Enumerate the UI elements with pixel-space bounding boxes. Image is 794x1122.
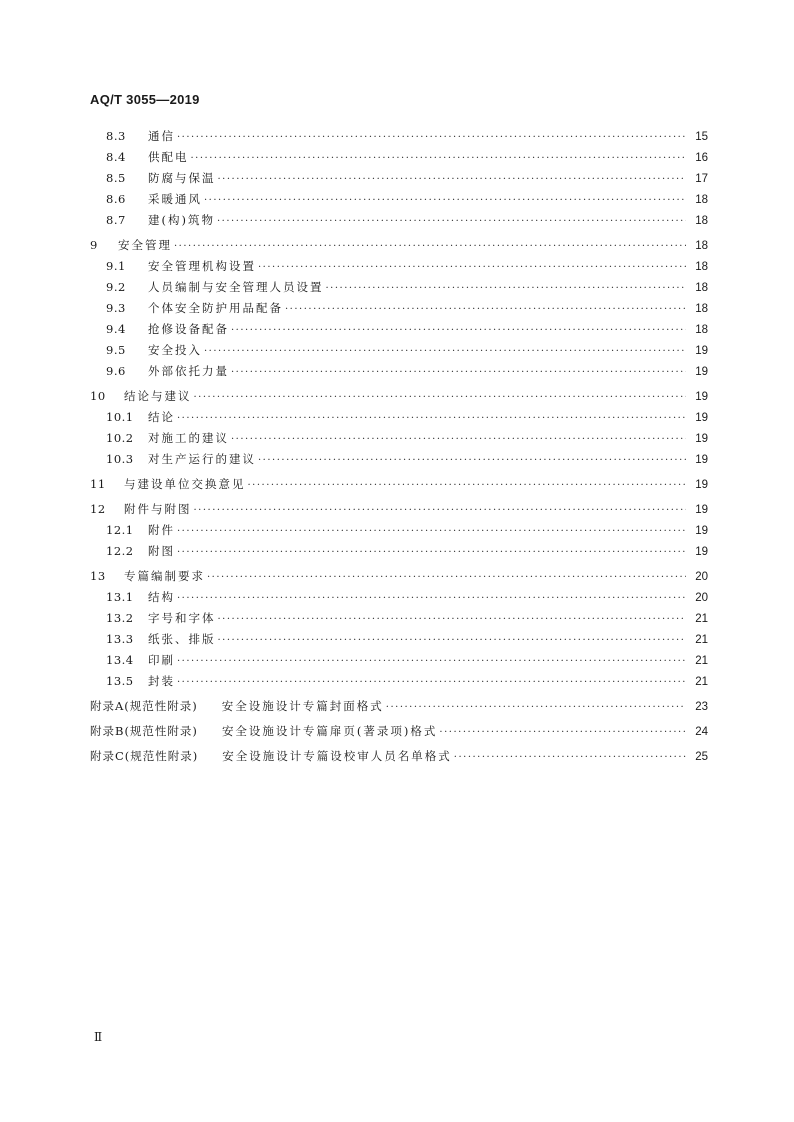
- toc-entry[interactable]: [90, 279, 708, 300]
- dot-leader: [439, 727, 686, 738]
- dot-leader: [326, 283, 687, 294]
- toc-entry[interactable]: [90, 170, 708, 191]
- toc-entry-number: 8.5: [106, 171, 126, 185]
- table-of-contents: [90, 128, 708, 769]
- toc-entry-number: 10.2: [106, 431, 134, 445]
- toc-entry-title: 结构: [148, 590, 175, 604]
- toc-entry-number: 8.6: [106, 192, 126, 206]
- toc-entry-number: 9.5: [106, 343, 126, 357]
- toc-entry[interactable]: [90, 610, 708, 631]
- toc-entry-title: 结论与建议: [124, 389, 192, 403]
- toc-entry-title: 防腐与保温: [148, 171, 216, 185]
- toc-entry-page: 19: [695, 345, 708, 357]
- toc-entry-number: 8.4: [106, 150, 126, 164]
- toc-entry-title: 纸张、排版: [148, 632, 216, 646]
- toc-entry-page: 24: [695, 726, 708, 738]
- dot-leader: [177, 132, 686, 143]
- toc-entry-title: 专篇编制要求: [124, 569, 205, 583]
- toc-entry-page: 15: [695, 131, 708, 143]
- toc-entry-title: 附件: [148, 523, 175, 537]
- dot-leader: [191, 153, 687, 164]
- dot-leader: [231, 325, 686, 336]
- dot-leader: [258, 262, 686, 273]
- toc-entry[interactable]: [90, 388, 708, 409]
- toc-entry[interactable]: [90, 631, 708, 652]
- dot-leader: [177, 593, 686, 604]
- toc-entry[interactable]: [90, 191, 708, 212]
- toc-entry[interactable]: [90, 237, 708, 258]
- toc-entry[interactable]: [90, 451, 708, 472]
- toc-entry-title: 外部依托力量: [148, 364, 229, 378]
- toc-entry-title: 安全管理机构设置: [148, 259, 256, 273]
- toc-entry-title: 安全投入: [148, 343, 202, 357]
- toc-entry[interactable]: [90, 522, 708, 543]
- toc-entry-title: 采暖通风: [148, 192, 202, 206]
- toc-entry[interactable]: [90, 342, 708, 363]
- toc-entry-page: 21: [695, 676, 708, 688]
- toc-entry-title: 人员编制与安全管理人员设置: [148, 280, 324, 294]
- toc-entry-number: 13.4: [106, 653, 134, 667]
- dot-leader: [177, 656, 686, 667]
- dot-leader: [248, 480, 687, 491]
- toc-entry-number: 附录C(规范性附录): [90, 749, 199, 763]
- toc-entry[interactable]: [90, 476, 708, 497]
- toc-entry-number: 13: [90, 569, 106, 583]
- toc-entry-page: 17: [695, 173, 708, 185]
- dot-leader: [454, 752, 686, 763]
- toc-entry-number: 附录A(规范性附录): [90, 699, 198, 713]
- dot-leader: [194, 392, 687, 403]
- dot-leader: [204, 346, 686, 357]
- dot-leader: [218, 635, 687, 646]
- dot-leader: [386, 702, 686, 713]
- toc-entry-title: 附图: [148, 544, 175, 558]
- toc-entry-number: 8.7: [106, 213, 126, 227]
- toc-entry-page: 25: [695, 751, 708, 763]
- toc-entry-page: 19: [695, 366, 708, 378]
- toc-entry[interactable]: [90, 258, 708, 279]
- page-folio: Ⅱ: [94, 1030, 103, 1044]
- toc-entry[interactable]: [90, 501, 708, 522]
- toc-entry-number: 13.2: [106, 611, 134, 625]
- toc-entry-title: 封装: [148, 674, 175, 688]
- toc-entry-page: 18: [695, 282, 708, 294]
- toc-entry-title: 安全设施设计专篇扉页(著录项)格式: [221, 724, 438, 738]
- toc-entry-title: 对施工的建议: [148, 431, 229, 445]
- toc-entry-page: 20: [695, 592, 708, 604]
- toc-entry[interactable]: [90, 568, 708, 589]
- toc-entry-title: 个体安全防护用品配备: [148, 301, 283, 315]
- toc-entry[interactable]: [90, 128, 708, 149]
- toc-entry-title: 通信: [148, 129, 175, 143]
- toc-entry-page: 19: [695, 479, 708, 491]
- toc-entry[interactable]: [90, 430, 708, 451]
- dot-leader: [177, 526, 686, 537]
- toc-entry[interactable]: [90, 321, 708, 342]
- toc-entry-page: 19: [695, 412, 708, 424]
- toc-entry[interactable]: [90, 723, 708, 744]
- dot-leader: [177, 677, 686, 688]
- dot-leader: [194, 505, 687, 516]
- toc-entry-title: 结论: [148, 410, 175, 424]
- toc-entry[interactable]: [90, 543, 708, 564]
- toc-entry-number: 13.3: [106, 632, 134, 646]
- toc-entry-number: 附录B(规范性附录): [90, 724, 198, 738]
- toc-entry-number: 9.1: [106, 259, 126, 273]
- toc-entry[interactable]: [90, 698, 708, 719]
- toc-entry-page: 19: [695, 525, 708, 537]
- dot-leader: [231, 434, 686, 445]
- standard-code: AQ/T 3055—2019: [90, 92, 200, 107]
- toc-entry[interactable]: [90, 212, 708, 233]
- dot-leader: [177, 547, 686, 558]
- toc-entry[interactable]: [90, 409, 708, 430]
- dot-leader: [174, 241, 686, 252]
- toc-entry[interactable]: [90, 673, 708, 694]
- dot-leader: [258, 455, 686, 466]
- toc-entry-number: 12: [90, 502, 106, 516]
- toc-entry-number: 10.3: [106, 452, 134, 466]
- toc-entry-page: 16: [695, 152, 708, 164]
- toc-entry-title: 供配电: [148, 150, 189, 164]
- toc-entry-number: 9.4: [106, 322, 126, 336]
- toc-entry[interactable]: [90, 363, 708, 384]
- dot-leader: [285, 304, 686, 315]
- toc-entry-page: 18: [695, 240, 708, 252]
- toc-entry-number: 8.3: [106, 129, 126, 143]
- toc-entry[interactable]: [90, 300, 708, 321]
- toc-entry-page: 18: [695, 324, 708, 336]
- toc-entry-page: 20: [695, 571, 708, 583]
- toc-entry-page: 18: [695, 194, 708, 206]
- toc-entry-number: 12.1: [106, 523, 134, 537]
- toc-entry-page: 19: [695, 454, 708, 466]
- toc-entry-number: 9.2: [106, 280, 126, 294]
- toc-entry-page: 19: [695, 546, 708, 558]
- dot-leader: [231, 367, 686, 378]
- toc-entry-title: 印刷: [148, 653, 175, 667]
- toc-entry-title: 对生产运行的建议: [148, 452, 256, 466]
- toc-entry-number: 9: [90, 238, 98, 252]
- dot-leader: [207, 572, 686, 583]
- toc-entry-title: 字号和字体: [148, 611, 216, 625]
- toc-entry-title: 安全设施设计专篇封面格式: [221, 699, 384, 713]
- toc-entry-title: 安全管理: [118, 238, 172, 252]
- toc-entry-page: 21: [695, 655, 708, 667]
- toc-entry-page: 19: [695, 504, 708, 516]
- toc-entry-title: 建(构)筑物: [148, 213, 215, 227]
- toc-entry-number: 10.1: [106, 410, 134, 424]
- toc-entry-number: 10: [90, 389, 106, 403]
- toc-entry[interactable]: [90, 748, 708, 769]
- toc-entry-page: 18: [695, 303, 708, 315]
- toc-entry-title: 附件与附图: [124, 502, 192, 516]
- dot-leader: [218, 614, 687, 625]
- toc-entry-number: 13.1: [106, 590, 134, 604]
- toc-entry-number: 12.2: [106, 544, 134, 558]
- toc-entry-title: 与建设单位交换意见: [124, 477, 246, 491]
- toc-entry-number: 13.5: [106, 674, 134, 688]
- toc-entry-page: 21: [695, 634, 708, 646]
- toc-entry[interactable]: [90, 589, 708, 610]
- toc-entry-page: 19: [695, 433, 708, 445]
- toc-entry-number: 9.3: [106, 301, 126, 315]
- dot-leader: [217, 216, 686, 227]
- toc-entry-page: 18: [695, 261, 708, 273]
- toc-entry-page: 18: [695, 215, 708, 227]
- toc-entry[interactable]: [90, 652, 708, 673]
- toc-entry-page: 21: [695, 613, 708, 625]
- toc-entry-page: 19: [695, 391, 708, 403]
- toc-entry-number: 9.6: [106, 364, 126, 378]
- toc-entry-title: 抢修设备配备: [148, 322, 229, 336]
- toc-entry-title: 安全设施设计专篇设校审人员名单格式: [222, 749, 452, 763]
- toc-entry[interactable]: [90, 149, 708, 170]
- dot-leader: [204, 195, 686, 206]
- toc-entry-page: 23: [695, 701, 708, 713]
- dot-leader: [218, 174, 687, 185]
- toc-entry-number: 11: [90, 477, 106, 491]
- dot-leader: [177, 413, 686, 424]
